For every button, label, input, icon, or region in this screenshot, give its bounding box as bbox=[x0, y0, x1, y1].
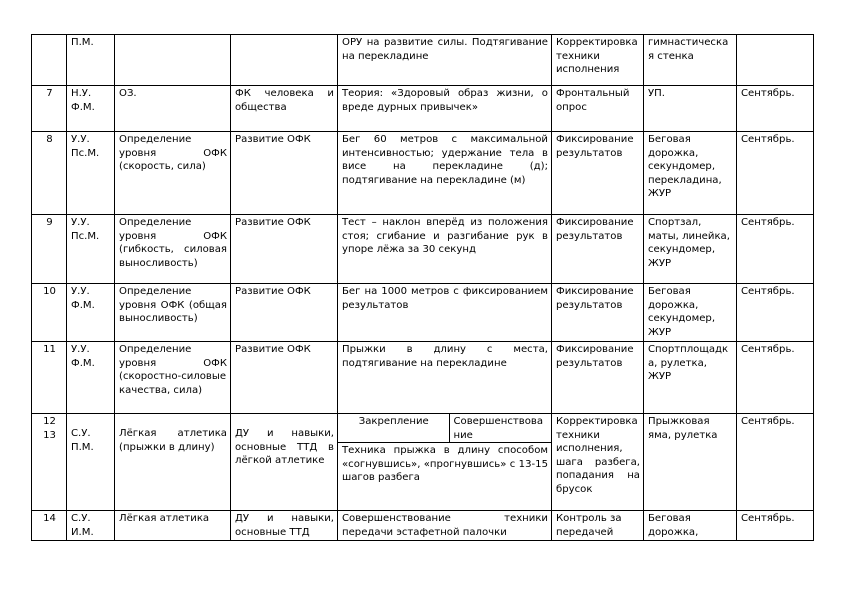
row-number bbox=[32, 35, 67, 86]
area-cell: Развитие ОФК bbox=[231, 132, 338, 215]
content-subtable bbox=[338, 414, 551, 500]
teacher-cell: С.У. И.М. bbox=[67, 511, 115, 541]
control-cell: Контроль за передачей bbox=[552, 511, 644, 541]
topic-cell: Лёгкая атлетика (прыжки в длину) bbox=[115, 414, 231, 511]
row-number: 11 bbox=[32, 342, 67, 414]
row-number: 12 13 bbox=[32, 414, 67, 511]
date-cell: Сентябрь. bbox=[737, 132, 814, 215]
date-cell: Сентябрь. bbox=[737, 215, 814, 284]
table-row bbox=[32, 284, 814, 342]
subheader-improvement: Совершенствование bbox=[449, 414, 551, 443]
content-cell: Теория: «Здоровый образ жизни, о вреде дурных привычек» bbox=[338, 86, 552, 132]
area-cell: Развитие ОФК bbox=[231, 215, 338, 284]
equipment-cell: Беговая дорожка, секундомер, ЖУР bbox=[644, 284, 737, 342]
teacher-cell: Н.У. Ф.М. bbox=[67, 86, 115, 132]
table-row bbox=[32, 215, 814, 284]
teacher-cell: С.У. П.М. bbox=[67, 414, 115, 511]
area-cell: ДУ и навыки, основные ТТД bbox=[231, 511, 338, 541]
content-text: Техника прыжка в длину способом «согнувшись», «прогнувшись» с 13-15 шагов разбега bbox=[338, 443, 551, 501]
equipment-cell: Беговая дорожка, секундомер, перекладина, ЖУР bbox=[644, 132, 737, 215]
content-cell: Тест – наклон вперёд из положения стоя; сгибание и разгибание рук в упоре лёжа за 30 секунд bbox=[338, 215, 552, 284]
equipment-cell: гимнастическая стенка bbox=[644, 35, 737, 86]
row-number: 10 bbox=[32, 284, 67, 342]
topic-cell: Определение уровня ОФК (скоростно-силовые качества, сила) bbox=[115, 342, 231, 414]
topic-cell: Определение уровня ОФК (общая выносливость) bbox=[115, 284, 231, 342]
teacher-cell: У.У. Ф.М. bbox=[67, 284, 115, 342]
teacher-cell: У.У. Пс.М. bbox=[67, 132, 115, 215]
topic-cell: ОЗ. bbox=[115, 86, 231, 132]
topic-cell: Определение уровня ОФК (скорость, сила) bbox=[115, 132, 231, 215]
lesson-plan-page bbox=[31, 34, 814, 541]
date-cell: Сентябрь. bbox=[737, 414, 814, 511]
control-cell: Корректировка техники исполнения, шага разбега, попадания на брусок bbox=[552, 414, 644, 511]
row-number: 9 bbox=[32, 215, 67, 284]
table-row bbox=[32, 132, 814, 215]
equipment-cell: Спортзал, маты, линейка, секундомер, ЖУР bbox=[644, 215, 737, 284]
date-cell: Сентябрь. bbox=[737, 342, 814, 414]
date-cell: Сентябрь. bbox=[737, 511, 814, 541]
teacher-cell: П.М. bbox=[67, 35, 115, 86]
control-cell: Фиксирование результатов bbox=[552, 132, 644, 215]
content-cell: ОРУ на развитие силы. Подтягивание на перекладине bbox=[338, 35, 552, 86]
equipment-cell: Беговая дорожка, bbox=[644, 511, 737, 541]
equipment-cell: Спортплощадка, рулетка, ЖУР bbox=[644, 342, 737, 414]
control-cell: Корректировка техники исполнения bbox=[552, 35, 644, 86]
content-cell: Совершенствование техники передачи эстафетной палочки bbox=[338, 511, 552, 541]
teacher-cell: У.У. Пс.М. bbox=[67, 215, 115, 284]
control-cell: Фронтальный опрос bbox=[552, 86, 644, 132]
row-number: 14 bbox=[32, 511, 67, 541]
table-row bbox=[32, 86, 814, 132]
table-row bbox=[32, 35, 814, 86]
table-row bbox=[32, 414, 814, 511]
content-cell bbox=[338, 414, 552, 511]
content-cell: Бег на 1000 метров с фиксированием результатов bbox=[338, 284, 552, 342]
area-cell: Развитие ОФК bbox=[231, 342, 338, 414]
content-cell: Бег 60 метров с максимальной интенсивностью; удержание тела в висе на перекладине (д); подтягивание на перекладине (м) bbox=[338, 132, 552, 215]
teacher-cell: У.У. Ф.М. bbox=[67, 342, 115, 414]
equipment-cell: УП. bbox=[644, 86, 737, 132]
date-cell: Сентябрь. bbox=[737, 86, 814, 132]
control-cell: Фиксирование результатов bbox=[552, 342, 644, 414]
subheader-consolidation: Закрепление bbox=[338, 414, 449, 443]
topic-cell bbox=[115, 35, 231, 86]
date-cell: Сентябрь. bbox=[737, 284, 814, 342]
row-number: 7 bbox=[32, 86, 67, 132]
date-cell bbox=[737, 35, 814, 86]
area-cell: Развитие ОФК bbox=[231, 284, 338, 342]
topic-cell: Лёгкая атлетика bbox=[115, 511, 231, 541]
lesson-plan-table bbox=[31, 34, 814, 541]
equipment-cell: Прыжковая яма, рулетка bbox=[644, 414, 737, 511]
table-row bbox=[32, 342, 814, 414]
row-number: 8 bbox=[32, 132, 67, 215]
topic-cell: Определение уровня ОФК (гибкость, силовая выносливость) bbox=[115, 215, 231, 284]
control-cell: Фиксирование результатов bbox=[552, 284, 644, 342]
area-cell bbox=[231, 35, 338, 86]
control-cell: Фиксирование результатов bbox=[552, 215, 644, 284]
content-cell: Прыжки в длину с места, подтягивание на перекладине bbox=[338, 342, 552, 414]
area-cell: ДУ и навыки, основные ТТД в лёгкой атлетике bbox=[231, 414, 338, 511]
area-cell: ФК человека и общества bbox=[231, 86, 338, 132]
table-row bbox=[32, 511, 814, 541]
